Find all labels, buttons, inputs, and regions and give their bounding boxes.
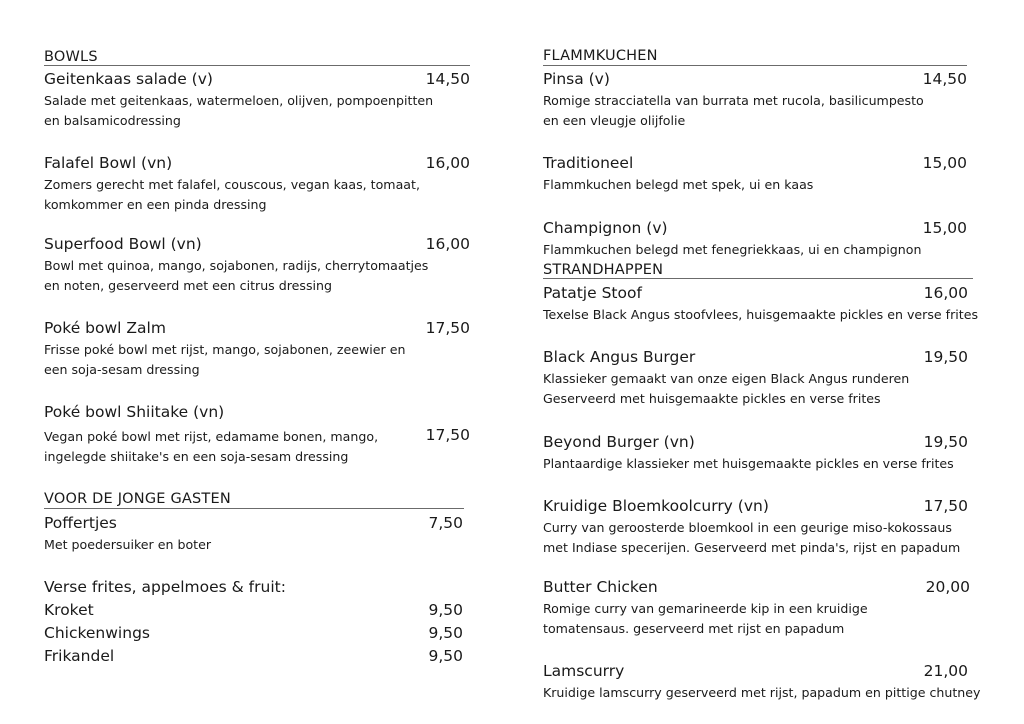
item-description: Plantaardige klassieker met huisgemaakte pickles en verse frites <box>543 456 954 471</box>
item-price: 14,50 <box>922 70 967 88</box>
item-price: 17,50 <box>923 497 968 515</box>
section-heading-strandhappen: STRANDHAPPEN <box>543 262 664 278</box>
item-price: 15,00 <box>922 219 967 237</box>
item-description: Klassieker gemaakt van onze eigen Black Angus runderen <box>543 371 910 386</box>
item-price: 16,00 <box>923 284 968 302</box>
item-name: Chickenwings <box>44 624 150 642</box>
item-price: 7,50 <box>428 514 463 532</box>
item-description: Zomers gerecht met falafel, couscous, vegan kaas, tomaat, <box>44 177 420 192</box>
item-name: Butter Chicken <box>543 578 658 596</box>
section-heading-flammkuchen: FLAMMKUCHEN <box>543 48 658 64</box>
item-description: en noten, geserveerd met een citrus dressing <box>44 278 332 293</box>
item-description: Romige curry van gemarineerde kip in een kruidige <box>543 601 868 616</box>
section-heading-bowls: BOWLS <box>44 49 98 65</box>
item-description: Frisse poké bowl met rijst, mango, sojabonen, zeewier en <box>44 342 406 357</box>
section-divider <box>44 65 470 66</box>
item-description: Bowl met quinoa, mango, sojabonen, radijs, cherrytomaatjes <box>44 258 429 273</box>
item-description: een soja-sesam dressing <box>44 362 200 377</box>
item-description: komkommer en een pinda dressing <box>44 197 267 212</box>
item-description: Met poedersuiker en boter <box>44 537 212 552</box>
item-description: Flammkuchen belegd met fenegriekkaas, ui en champignon <box>543 242 922 257</box>
item-name: Falafel Bowl (vn) <box>44 154 173 172</box>
item-name: Beyond Burger (vn) <box>543 433 695 451</box>
item-price: 9,50 <box>428 647 463 665</box>
item-description: ingelegde shiitake's en een soja-sesam dressing <box>44 449 349 464</box>
item-name: Geitenkaas salade (v) <box>44 70 213 88</box>
item-price: 16,00 <box>425 235 470 253</box>
item-price: 20,00 <box>925 578 970 596</box>
item-description: Flammkuchen belegd met spek, ui en kaas <box>543 177 814 192</box>
item-description: en een vleugje olijfolie <box>543 113 686 128</box>
item-price: 21,00 <box>923 662 968 680</box>
section-heading-kids: VOOR DE JONGE GASTEN <box>44 491 231 507</box>
item-description: Geserveerd met huisgemaakte pickles en verse frites <box>543 391 881 406</box>
item-name: Poké bowl Shiitake (vn) <box>44 403 225 421</box>
item-price: 16,00 <box>425 154 470 172</box>
section-divider <box>543 65 967 66</box>
item-name: Traditioneel <box>543 154 634 172</box>
item-price: 9,50 <box>428 601 463 619</box>
item-price: 14,50 <box>425 70 470 88</box>
item-description: tomatensaus. geserveerd met rijst en papadum <box>543 621 845 636</box>
item-description: Texelse Black Angus stoofvlees, huisgemaakte pickles en verse frites <box>543 307 979 322</box>
item-description: Salade met geitenkaas, watermeloen, olijven, pompoenpitten <box>44 93 434 108</box>
item-description: Romige stracciatella van burrata met rucola, basilicumpesto <box>543 93 924 108</box>
item-description: met Indiase specerijen. Geserveerd met pinda's, rijst en papadum <box>543 540 961 555</box>
section-divider <box>543 278 973 279</box>
item-price: 9,50 <box>428 624 463 642</box>
item-name: Black Angus Burger <box>543 348 696 366</box>
item-name: Kruidige Bloemkoolcurry (vn) <box>543 497 769 515</box>
item-name: Pinsa (v) <box>543 70 610 88</box>
item-description: Vegan poké bowl met rijst, edamame bonen, mango, <box>44 429 379 444</box>
item-price: 17,50 <box>425 426 470 444</box>
item-description: Curry van geroosterde bloemkool in een geurige miso-kokossaus <box>543 520 952 535</box>
item-description: Kruidige lamscurry geserveerd met rijst, papadum en pittige chutney <box>543 685 981 700</box>
subsection-heading: Verse frites, appelmoes & fruit: <box>44 578 286 596</box>
item-price: 19,50 <box>923 433 968 451</box>
item-price: 19,50 <box>923 348 968 366</box>
item-name: Patatje Stoof <box>543 284 642 302</box>
item-name: Kroket <box>44 601 94 619</box>
item-description: en balsamicodressing <box>44 113 181 128</box>
item-name: Superfood Bowl (vn) <box>44 235 202 253</box>
section-divider <box>44 508 464 509</box>
item-name: Lamscurry <box>543 662 625 680</box>
item-price: 17,50 <box>425 319 470 337</box>
item-name: Frikandel <box>44 647 115 665</box>
item-name: Poffertjes <box>44 514 117 532</box>
item-name: Champignon (v) <box>543 219 668 237</box>
item-name: Poké bowl Zalm <box>44 319 166 337</box>
item-price: 15,00 <box>922 154 967 172</box>
